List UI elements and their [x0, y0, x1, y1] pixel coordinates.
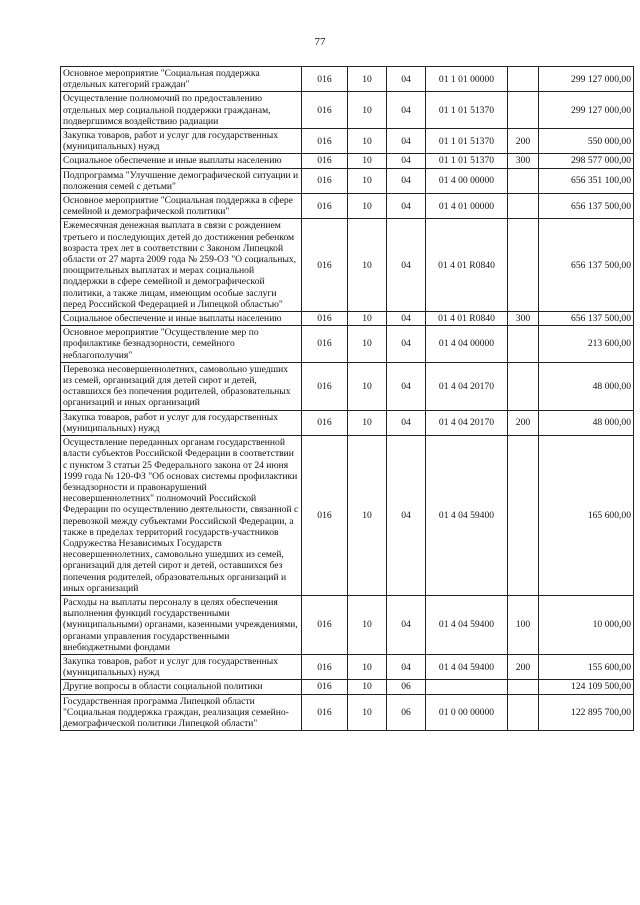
- row-name: Основное мероприятие "Социальная поддержка отдельных категорий граждан": [61, 67, 302, 92]
- table-row: [61, 595, 634, 654]
- amount: 299 127 000,00: [539, 92, 634, 129]
- page-number: 77: [314, 36, 326, 48]
- section-code: 10: [348, 654, 387, 679]
- subsection-code: 04: [387, 595, 426, 654]
- target-article-code: 01 1 01 51370: [426, 154, 508, 168]
- target-article-code: 01 4 01 00000: [426, 194, 508, 219]
- subsection-code: 04: [387, 67, 426, 92]
- section-code: 10: [348, 694, 387, 731]
- subsection-code: 04: [387, 92, 426, 129]
- section-code: 10: [348, 219, 387, 312]
- row-name: Осуществление полномочий по предоставлению отдельных мер социальной поддержки гражданам, подвергшимся воздействию радиации: [61, 92, 302, 129]
- expense-type-code: [508, 219, 539, 312]
- amount: 48 000,00: [539, 362, 634, 410]
- target-article-code: 01 4 04 20170: [426, 362, 508, 410]
- section-code: 10: [348, 362, 387, 410]
- ministry-code: 016: [302, 436, 348, 596]
- expense-type-code: [508, 194, 539, 219]
- table-row: [61, 67, 634, 92]
- target-article-code: 01 4 00 00000: [426, 168, 508, 193]
- ministry-code: 016: [302, 312, 348, 326]
- expense-type-code: [508, 67, 539, 92]
- target-article-code: 01 4 04 59400: [426, 654, 508, 679]
- expense-type-code: 200: [508, 410, 539, 435]
- expense-type-code: [508, 168, 539, 193]
- subsection-code: 06: [387, 680, 426, 694]
- ministry-code: 016: [302, 680, 348, 694]
- ministry-code: 016: [302, 595, 348, 654]
- row-name: Расходы на выплаты персоналу в целях обеспечения выполнения функций государственными (муниципальными) органами, казенными учреждениями, органами управления государственными внебюджетными фондами: [61, 595, 302, 654]
- row-name: Осуществление переданных органам государственной власти субъектов Российской Федерации в соответствии с пунктом 3 статьи 25 Федерального закона от 24 июня 1999 года № 120-ФЗ "Об основах системы профилактики безнадзорности и правонарушений несовершеннолетних" полномочий Российской Федерации по осуществлению деятельности, связанной с перевозкой между субъектами Российской Федерации, а также в пределах территорий государств-участников Содружества Независимых Государств несовершеннолетних, самовольно ушедших из семей, организаций для детей сирот и детей, оставшихся без попечения родителей, образовательных организаций и иных организаций: [61, 436, 302, 596]
- table-row: [61, 654, 634, 679]
- table-row: [61, 168, 634, 193]
- expense-type-code: 100: [508, 595, 539, 654]
- section-code: 10: [348, 194, 387, 219]
- ministry-code: 016: [302, 410, 348, 435]
- subsection-code: 04: [387, 312, 426, 326]
- ministry-code: 016: [302, 654, 348, 679]
- row-name: Закупка товаров, работ и услуг для государственных (муниципальных) нужд: [61, 410, 302, 435]
- amount: 656 137 500,00: [539, 312, 634, 326]
- table-row: [61, 436, 634, 596]
- section-code: 10: [348, 312, 387, 326]
- section-code: 10: [348, 92, 387, 129]
- table-row: [61, 312, 634, 326]
- section-code: 10: [348, 436, 387, 596]
- table-row: [61, 410, 634, 435]
- subsection-code: 04: [387, 436, 426, 596]
- section-code: 10: [348, 680, 387, 694]
- row-name: Основное мероприятие "Осуществление мер по профилактике безнадзорности, семейного неблагополучия": [61, 326, 302, 363]
- subsection-code: 04: [387, 654, 426, 679]
- target-article-code: 01 1 01 51370: [426, 92, 508, 129]
- amount: 213 600,00: [539, 326, 634, 363]
- ministry-code: 016: [302, 154, 348, 168]
- target-article-code: 01 4 01 R0840: [426, 219, 508, 312]
- table-row: [61, 362, 634, 410]
- section-code: 10: [348, 67, 387, 92]
- row-name: Государственная программа Липецкой области "Социальная поддержка граждан, реализация семейно-демографической политики Липецкой области": [61, 694, 302, 731]
- row-name: Перевозка несовершеннолетних, самовольно ушедших из семей, организаций для детей сирот и детей, оставшихся без попечения родителей, образовательных организаций и иных организаций: [61, 362, 302, 410]
- ministry-code: 016: [302, 67, 348, 92]
- subsection-code: 04: [387, 362, 426, 410]
- amount: 165 600,00: [539, 436, 634, 596]
- subsection-code: 04: [387, 410, 426, 435]
- table-row: [61, 194, 634, 219]
- row-name: Подпрограмма "Улучшение демографической ситуации и положения семей с детьми": [61, 168, 302, 193]
- ministry-code: 016: [302, 92, 348, 129]
- ministry-code: 016: [302, 326, 348, 363]
- row-name: Закупка товаров, работ и услуг для государственных (муниципальных) нужд: [61, 129, 302, 154]
- subsection-code: 04: [387, 194, 426, 219]
- subsection-code: 04: [387, 154, 426, 168]
- expense-type-code: [508, 326, 539, 363]
- subsection-code: 04: [387, 129, 426, 154]
- table-row: [61, 694, 634, 731]
- expense-type-code: [508, 92, 539, 129]
- table-row: [61, 92, 634, 129]
- table-row: [61, 680, 634, 694]
- section-code: 10: [348, 129, 387, 154]
- expense-type-code: 200: [508, 654, 539, 679]
- expense-type-code: [508, 694, 539, 731]
- table-row: [61, 219, 634, 312]
- row-name: Ежемесячная денежная выплата в связи с рождением третьего и последующих детей до достижения ребенком возраста трех лет в соответствии с Законом Липецкой области от 27 марта 2009 года № 259-ОЗ "О социальных, поощрительных выплатах и мерах социальной поддержки в сфере семейной и демографической политики, а также лицам, имеющим особые заслуги перед Российской Федерацией и Липецкой областью": [61, 219, 302, 312]
- row-name: Закупка товаров, работ и услуг для государственных (муниципальных) нужд: [61, 654, 302, 679]
- subsection-code: 04: [387, 219, 426, 312]
- table-row: [61, 326, 634, 363]
- section-code: 10: [348, 168, 387, 193]
- amount: 48 000,00: [539, 410, 634, 435]
- expense-type-code: [508, 680, 539, 694]
- budget-table: [60, 66, 634, 731]
- target-article-code: 01 4 01 R0840: [426, 312, 508, 326]
- expense-type-code: 300: [508, 312, 539, 326]
- subsection-code: 04: [387, 168, 426, 193]
- target-article-code: 01 4 04 59400: [426, 595, 508, 654]
- section-code: 10: [348, 410, 387, 435]
- target-article-code: 01 4 04 00000: [426, 326, 508, 363]
- amount: 550 000,00: [539, 129, 634, 154]
- expense-type-code: [508, 436, 539, 596]
- expense-type-code: [508, 362, 539, 410]
- amount: 299 127 000,00: [539, 67, 634, 92]
- target-article-code: 01 1 01 00000: [426, 67, 508, 92]
- row-name: Социальное обеспечение и иные выплаты населению: [61, 312, 302, 326]
- row-name: Социальное обеспечение и иные выплаты населению: [61, 154, 302, 168]
- subsection-code: 04: [387, 326, 426, 363]
- amount: 124 109 500,00: [539, 680, 634, 694]
- target-article-code: 01 0 00 00000: [426, 694, 508, 731]
- amount: 10 000,00: [539, 595, 634, 654]
- table-row: [61, 154, 634, 168]
- target-article-code: 01 1 01 51370: [426, 129, 508, 154]
- target-article-code: 01 4 04 20170: [426, 410, 508, 435]
- row-name: Основное мероприятие "Социальная поддержка в сфере семейной и демографической политики": [61, 194, 302, 219]
- target-article-code: [426, 680, 508, 694]
- target-article-code: 01 4 04 59400: [426, 436, 508, 596]
- ministry-code: 016: [302, 362, 348, 410]
- ministry-code: 016: [302, 694, 348, 731]
- expense-type-code: 300: [508, 154, 539, 168]
- ministry-code: 016: [302, 129, 348, 154]
- section-code: 10: [348, 595, 387, 654]
- ministry-code: 016: [302, 194, 348, 219]
- ministry-code: 016: [302, 168, 348, 193]
- section-code: 10: [348, 154, 387, 168]
- amount: 656 137 500,00: [539, 194, 634, 219]
- amount: 122 895 700,00: [539, 694, 634, 731]
- row-name: Другие вопросы в области социальной политики: [61, 680, 302, 694]
- subsection-code: 06: [387, 694, 426, 731]
- amount: 656 137 500,00: [539, 219, 634, 312]
- table-row: [61, 129, 634, 154]
- amount: 298 577 000,00: [539, 154, 634, 168]
- amount: 155 600,00: [539, 654, 634, 679]
- section-code: 10: [348, 326, 387, 363]
- expense-type-code: 200: [508, 129, 539, 154]
- ministry-code: 016: [302, 219, 348, 312]
- amount: 656 351 100,00: [539, 168, 634, 193]
